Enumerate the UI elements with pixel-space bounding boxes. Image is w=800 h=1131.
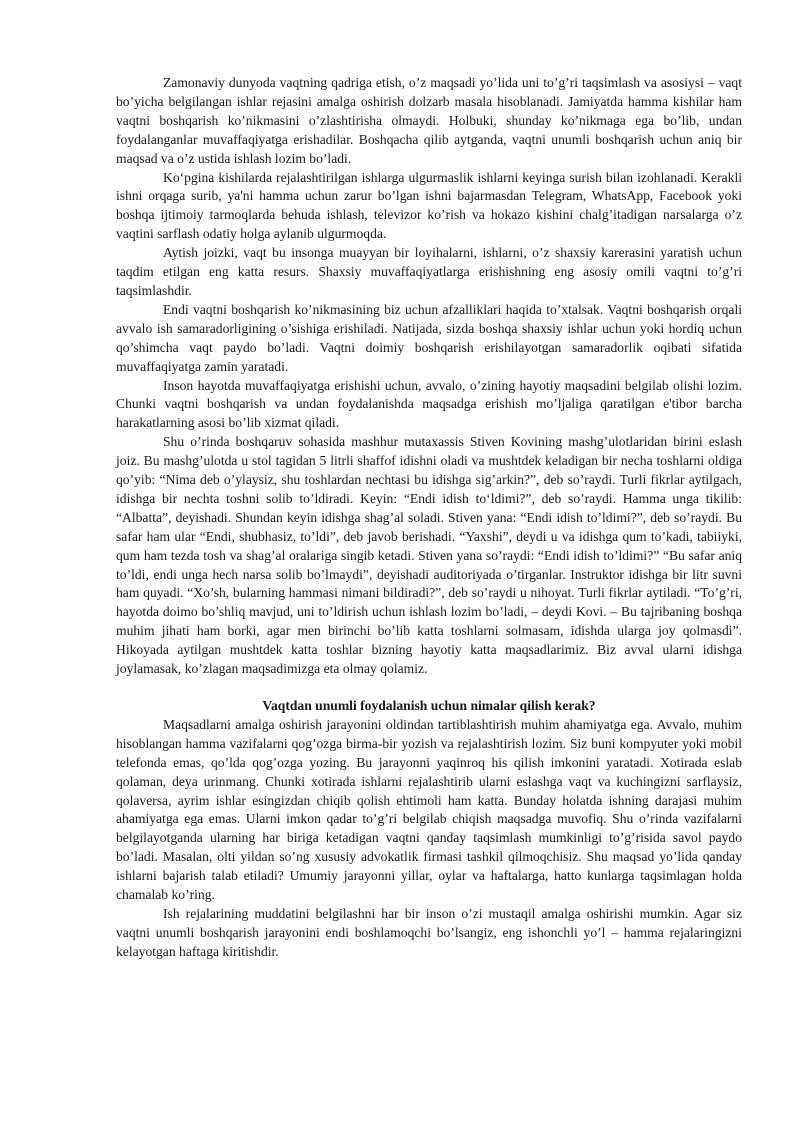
paragraph: Inson hayotda muvaffaqiyatga erishishi uchun, avvalo, o’zining hayotiy maqsadini belgilab olishi lozim. Chunki vaqtni boshqarish va undan foydalanishda maqsadga erishish mo’ljaliga qaratilgan e'tibor barcha harakatlarning asosi bo’lib xizmat qiladi. [116, 377, 742, 431]
section-heading: Vaqtdan unumli foydalanish uchun nimalar qilish kerak? [262, 698, 596, 713]
paragraph: Maqsadlarni amalga oshirish jarayonini oldindan tartiblashtirish muhim ahamiyatga ega. Avvalo, muhim hisoblangan hamma vazifalarni qog’ozga birma-bir yozish va rejalashtirish lozim. Siz buni kompyuter yoki mobil telefonda emas, qo’lda qog’ozga yozing. Bu jarayonni yaqinroq his qilish imkonini yaratadi. Xotirada eslab qolaman, deya urinmang. Chunki xotirada ishlarni rejalashtirib ularni eslashga vaqt va kuchingizni sarflaysiz, qolaversa, ayrim ishlar esingizdan chiqib qolish ehtimoli ham katta. Bunday holatda ishning darajasi muhim ahamiyatga ega emas. Ularni imkon qadar to’g’ri belgilab chiqish maqsadga muvofiq. Shu o’rinda vazifalarni belgilayotganda ularning har biriga ketadigan vaqtni qanday taqsimlash mumkinligi to’g’risida savol paydo bo’ladi. Masalan, olti yildan so’ng xususiy advokatlik firmasi tashkil qilmoqchisiz. Shu maqsad yo’lida qanday ishlarni bajarish talab etiladi? Umumiy jarayonni yillar, oylar va haftalarga, hatto kunlarga taqsimlagan holda chamalab ko’ring. [116, 716, 742, 903]
paragraph: Ish rejalarining muddatini belgilashni har bir inson o’zi mustaqil amalga oshirishi mumkin. Agar siz vaqtni unumli boshqarish jarayonini endi boshlamoqchi bo’lsangiz, eng ishonchli yo’l – hamma rejalaringizni kelayotgan haftaga kiritishdir. [116, 905, 742, 959]
paragraph: Aytish joizki, vaqt bu insonga muayyan bir loyihalarni, ishlarni, o’z shaxsiy karerasini yaratish uchun taqdim etilgan eng katta resurs. Shaxsiy muvaffaqiyatlarga erishishning eng asosiy omili vaqtni to’g’ri taqsimlashdir. [116, 245, 742, 298]
document-page [116, 74, 742, 962]
paragraph: Shu o’rinda boshqaruv sohasida mashhur mutaxassis Stiven Kovining mashg’ulotlaridan birini eslash joiz. Bu mashg’ulotda u stol tagidan 5 litrli shaffof idishni oladi va mushtdek keladigan bir necha toshlarni oldiga qo’yib: “Nima deb o’ylaysiz, shu toshlardan nechtasi bu idishga sig’arkin?”, deb so’raydi. Turli fikrlar aytilgach, idishga bir nechta toshni solib to’ldiradi. Keyin: “Endi idish to‘ldimi?”, deb so’raydi. Hamma unga tikilib: “Albatta”, deyishadi. Shundan keyin idishga shag’al soladi. Stiven yana: “Endi idish to’ldimi?”, deb so’raydi. Bu safar ham ular “Endi, shubhasiz, to’ldi”, deb javob berishadi. “Yaxshi”, deydi u va idishga qum to’kadi, tabiiyki, qum ham tezda tosh va shag’al oralariga singib ketadi. Stiven yana so’raydi: “Endi idish to’ldimi?” “Bu safar aniq to’ldi, endi unga hech narsa solib bo’lmaydi”, deyishadi auditoriyada o’tirganlar. Instruktor idishga bir litr suvni ham quyadi. “Xo’sh, bularning hammasi nimani bildiradi?”, deb so’raydi u nihoyat. Turli fikrlar aytiladi. “To’g’ri, hayotda doimo bo’shliq mavjud, uni to’ldirish uchun ishlash lozim bo’ladi, – deydi Kovi. – Bu tajribaning boshqa muhim jihati ham borki, agar men birinchi bo’lib katta toshlarni solmasam, idishda ularga joy qolmasdi”. Hikoyada aytilgan mushtdek katta toshlar bizning hayotiy katta maqsadlarimiz. Biz avval ularni idishga joylamasak, ko’zlagan maqsadimizga eta olmay qolamiz. [116, 434, 742, 677]
paragraph: Endi vaqtni boshqarish ko’nikmasining biz uchun afzalliklari haqida to’xtalsak. Vaqtni boshqarish orqali avvalo ish samaradorligining o’sishiga erishiladi. Natijada, sizda boshqa shaxsiy ishlar uchun yoki hordiq uchun qo’shimcha vaqt paydo bo’ladi. Vaqtni doimiy boshqarish erishilayotgan samaradorlik oqibati sifatida muvaffaqiyatga zamin yaratadi. [116, 301, 742, 374]
paragraph: Zamonaviy dunyoda vaqtning qadriga etish, o’z maqsadi yo’lida uni to’g’ri taqsimlash va asosiysi – vaqt bo’yicha belgilangan ishlar rejasini amalga oshirish dolzarb masala hisoblanadi. Jamiyatda hamma kishilar ham vaqtni boshqarish ko’nikmasini o’zlashtirisha olmaydi. Holbuki, shunday ko’nikmaga ega bo’lib, undan foydalanganlar muvaffaqiyatga erishadilar. Boshqacha qilib aytganda, vaqtni unumli boshqarish uchun aniq bir maqsad va o’z ustida ishlash lozim bo’ladi. [116, 75, 742, 166]
paragraph: Ko‘pgina kishilarda rejalashtirilgan ishlarga ulgurmaslik ishlarni keyinga surish bilan izohlanadi. Kerakli ishni orqaga surib, ya'ni hamma uchun zarur bo’lgan ishni bajarmasdan Telegram, WhatsApp, Facebook yoki boshqa ijtimoiy tarmoqlarda behuda ishlash, televizor ko’rish va hokazo kishini chalg’itadigan narsalarga o’z vaqtini sarflash odatiy holga aylanib ulgurmoqda. [116, 169, 742, 242]
